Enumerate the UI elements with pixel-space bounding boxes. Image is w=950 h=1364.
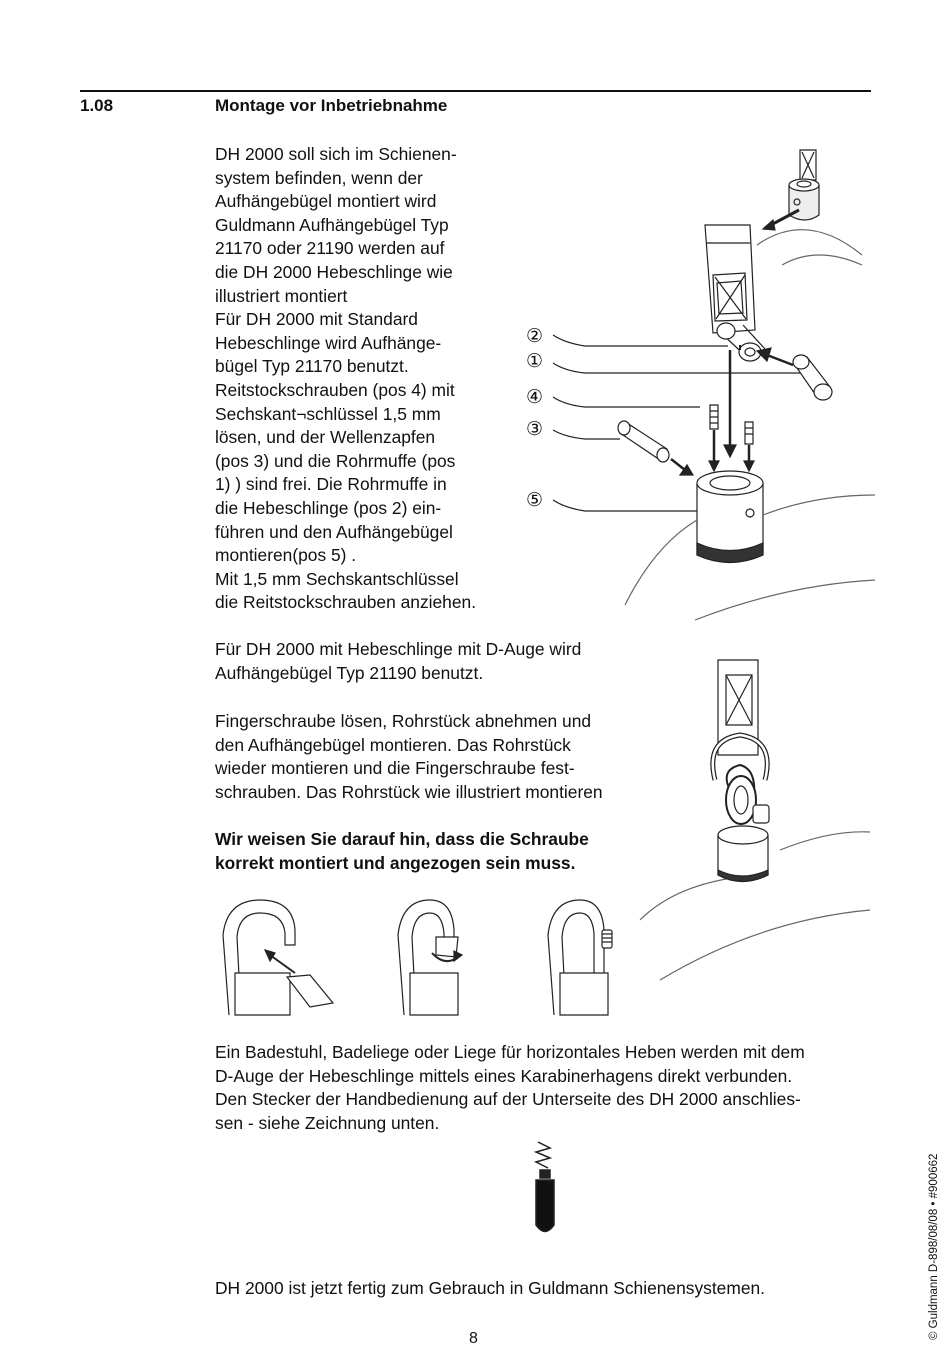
callout-1: ① xyxy=(526,351,544,372)
hook-step-1-illustration xyxy=(215,895,335,1015)
hook-step-2-illustration xyxy=(390,895,470,1015)
callout-4: ④ xyxy=(526,387,544,408)
text-line: Für DH 2000 mit Standard xyxy=(215,309,418,330)
text-line: Ein Badestuhl, Badeliege oder Liege für horizontales Heben werden mit dem xyxy=(215,1042,805,1062)
text-line: lösen, und der Wellenzapfen xyxy=(215,427,436,448)
header-rule xyxy=(80,90,871,92)
dauge-paragraph xyxy=(215,638,581,685)
hand-control-plug-icon xyxy=(528,1140,568,1240)
text-line: Reitstockschrauben (pos 4) mit xyxy=(215,379,455,400)
text-line: Fingerschraube lösen, Rohrstück abnehmen und xyxy=(215,711,592,731)
text-line: den Aufhängebügel montieren. Das Rohrstück xyxy=(215,734,571,755)
finger-screw-paragraph xyxy=(215,710,603,804)
text-line: 1) ) sind frei. Die Rohrmuffe in xyxy=(215,474,447,495)
text-line: Für DH 2000 mit Hebeschlinge mit D-Auge wird xyxy=(215,639,582,659)
text-line: Sechskant¬schlüssel 1,5 mm xyxy=(215,403,441,424)
bracket-assembly-illustration xyxy=(545,225,875,625)
text-line: DH 2000 soll sich im Schienen- xyxy=(215,144,457,164)
page-number: 8 xyxy=(469,1330,478,1347)
text-line: Aufhängebügel montiert wird xyxy=(215,191,437,212)
text-line: korrekt montiert und angezogen sein muss. xyxy=(215,852,576,873)
d-eye-bracket-illustration xyxy=(640,660,870,990)
text-line: schrauben. Das Rohrstück wie illustriert montieren xyxy=(215,781,603,802)
text-line: Mit 1,5 mm Sechskantschlüssel xyxy=(215,568,459,589)
text-line: illustriert montiert xyxy=(215,285,348,306)
text-line: Guldmann Aufhängebügel Typ xyxy=(215,214,449,235)
text-line: Wir weisen Sie darauf hin, dass die Schraube xyxy=(215,829,589,849)
warning-paragraph xyxy=(215,828,589,875)
text-line: bügel Typ 21170 benutzt. xyxy=(215,356,409,377)
final-paragraph xyxy=(215,1277,765,1301)
text-line: führen und den Aufhängebügel xyxy=(215,521,453,542)
text-line: Hebeschlinge wird Aufhänge- xyxy=(215,332,442,353)
text-line: montieren(pos 5) . xyxy=(215,545,357,566)
copyright-side-note: © Guldmann D-898/08/08 • #900662 xyxy=(928,1153,940,1340)
intro-paragraph xyxy=(215,143,476,615)
text-line: 21170 oder 21190 werden auf xyxy=(215,238,445,259)
section-number: 1.08 xyxy=(80,96,114,115)
callout-3: ③ xyxy=(526,419,544,440)
callout-5: ⑤ xyxy=(526,490,544,511)
text-line: D-Auge der Hebeschlinge mittels eines Karabinerhagens direkt verbunden. xyxy=(215,1065,793,1086)
text-line: die Hebeschlinge (pos 2) ein- xyxy=(215,497,442,518)
section-title: Montage vor Inbetriebnahme xyxy=(215,96,448,115)
callout-2: ② xyxy=(526,326,544,347)
bath-paragraph xyxy=(215,1041,805,1135)
text-line: system befinden, wenn der xyxy=(215,167,423,188)
final-line: DH 2000 ist jetzt fertig zum Gebrauch in Guldmann Schienensystemen. xyxy=(215,1278,766,1298)
text-line: die DH 2000 Hebeschlinge wie xyxy=(215,261,453,282)
text-line: (pos 3) und die Rohrmuffe (pos xyxy=(215,450,456,471)
text-line: die Reitstockschrauben anziehen. xyxy=(215,592,477,613)
text-line: sen - siehe Zeichnung unten. xyxy=(215,1112,440,1133)
text-line: Aufhängebügel Typ 21190 benutzt. xyxy=(215,662,484,683)
text-line: Den Stecker der Handbedienung auf der Unterseite des DH 2000 anschlies- xyxy=(215,1089,801,1110)
text-line: wieder montieren und die Fingerschraube fest- xyxy=(215,758,575,779)
hook-step-3-illustration xyxy=(540,895,620,1015)
